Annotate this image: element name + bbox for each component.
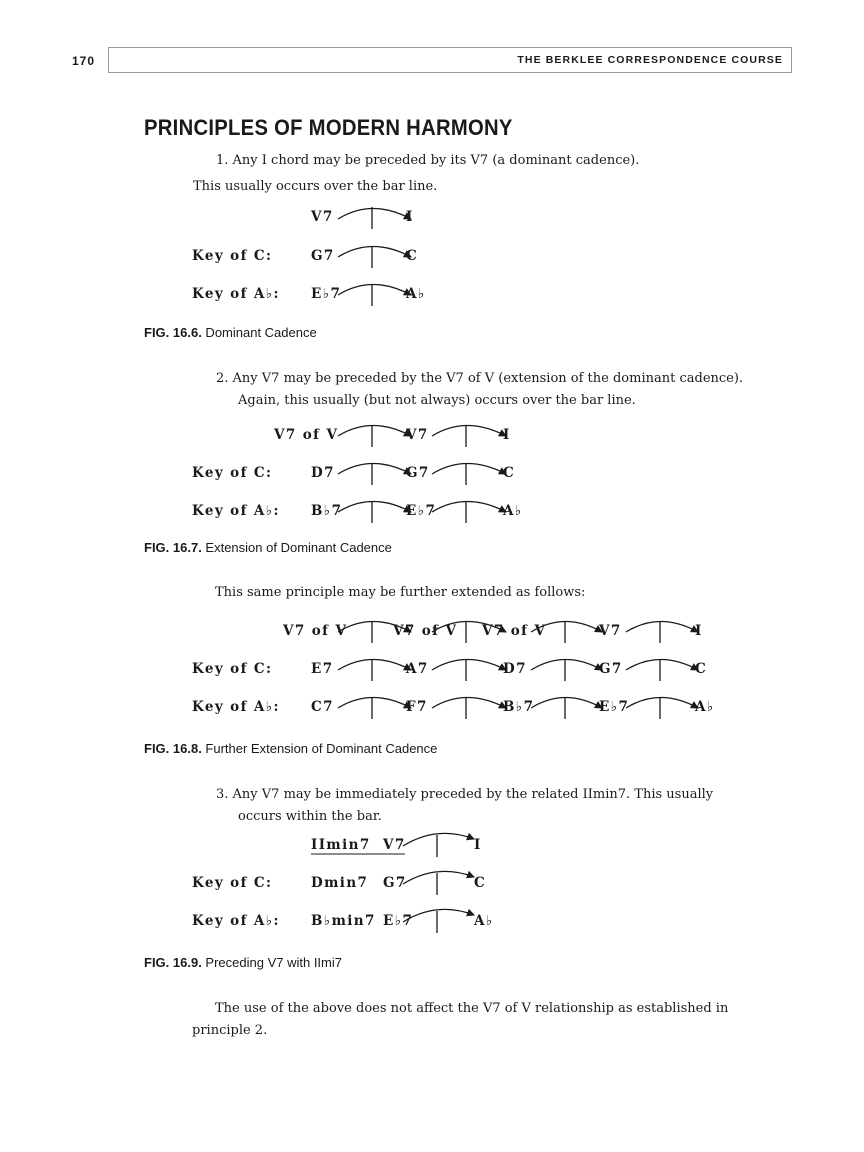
fig7-caption-number: FIG. 16.7. (144, 540, 202, 555)
fig9-general-chord-2: V7 (383, 837, 406, 853)
fig7-arc-6 (432, 502, 506, 513)
fig7-c-chord-1: D7 (311, 465, 335, 481)
fig8-caption-text: Further Extension of Dominant Cadence (201, 741, 438, 756)
fig7-c-chord-2: G7 (406, 465, 430, 481)
fig7-arc-1 (338, 426, 411, 437)
fig7-arc-5 (338, 502, 411, 513)
fig6-arc-3 (338, 285, 411, 296)
fig7-general-chord-2: V7 (406, 427, 429, 443)
fig8-arc-8 (626, 660, 698, 671)
fig6-key-c-label: Key of C: (192, 248, 273, 264)
fig7-general-chord-3: I (503, 427, 511, 443)
page-title: PRINCIPLES OF MODERN HARMONY (144, 115, 513, 140)
fig8-arc-7 (531, 660, 602, 671)
fig6-arc-1 (338, 209, 411, 220)
fig9-arc-3 (403, 909, 474, 922)
fig8-general-chord-2: V7 of V (393, 623, 458, 639)
fig8-arc-11 (531, 698, 602, 709)
fig8-arc-12 (626, 698, 698, 709)
fig9-caption-number: FIG. 16.9. (144, 955, 202, 970)
fig9-c-chord-1: Dmin7 (311, 875, 369, 891)
fig8-c-chord-3: D7 (503, 661, 527, 677)
fig6-ab-chord-2: A♭ (406, 286, 426, 302)
fig8-c-chord-2: A7 (406, 661, 429, 677)
fig8-caption-number: FIG. 16.8. (144, 741, 202, 756)
fig8-c-chord-4: G7 (599, 661, 623, 677)
fig8-general-chord-5: I (695, 623, 703, 639)
fig8-ab-chord-4: E♭7 (599, 699, 630, 715)
fig6-c-chord-2: C (406, 248, 419, 264)
principle-3-line-2: occurs within the bar. (238, 809, 382, 824)
fig8-arc-4 (626, 622, 698, 633)
fig9-key-ab-label: Key of A♭: (192, 913, 280, 929)
fig8-arc-5 (338, 660, 411, 671)
fig9-c-chord-3: C (474, 875, 487, 891)
fig9-ab-chord-1: B♭min7 (311, 913, 376, 929)
fig7-arc-4 (432, 464, 506, 475)
fig7-key-ab-label: Key of A♭: (192, 503, 280, 519)
principle-2-line-2: Again, this usually (but not always) occurs over the bar line. (238, 393, 636, 408)
fig9-ab-chord-2: E♭7 (383, 913, 414, 929)
fig9-key-c-label: Key of C: (192, 875, 273, 891)
fig7-key-c-label: Key of C: (192, 465, 273, 481)
fig8-key-c-label: Key of C: (192, 661, 273, 677)
fig8-caption (144, 741, 437, 756)
fig9-arc-1 (403, 833, 474, 846)
fig6-c-chord-1: G7 (311, 248, 335, 264)
fig8-general-chord-4: V7 (599, 623, 622, 639)
fig6-caption-text: Dominant Cadence (201, 325, 317, 340)
fig6-general-chord-2: I (406, 209, 414, 225)
principle-1-line-1: 1. Any I chord may be preceded by its V7 (a dominant cadence). (216, 153, 640, 168)
page-number: 170 (72, 54, 96, 68)
extension-intro: This same principle may be further extended as follows: (215, 585, 586, 600)
fig7-arc-2 (432, 426, 506, 437)
fig8-ab-chord-1: C7 (311, 699, 334, 715)
fig6-caption-number: FIG. 16.6. (144, 325, 202, 340)
fig9-general-chord-3: I (474, 837, 482, 853)
running-head (108, 47, 792, 73)
fig8-general-chord-3: V7 of V (482, 623, 547, 639)
fig8-ab-chord-2: F7 (406, 699, 428, 715)
fig7-caption (144, 540, 392, 555)
fig8-arc-10 (432, 698, 506, 709)
fig7-caption-text: Extension of Dominant Cadence (201, 540, 392, 555)
fig8-arc-6 (432, 660, 506, 671)
fig8-c-chord-1: E7 (311, 661, 334, 677)
fig8-arc-9 (338, 698, 411, 709)
running-head-text: THE BERKLEE CORRESPONDENCE COURSE (517, 54, 783, 66)
fig8-ab-chord-5: A♭ (695, 699, 715, 715)
fig9-arc-2 (403, 871, 474, 884)
principle-1-line-2: This usually occurs over the bar line. (193, 179, 438, 194)
fig7-ab-chord-3: A♭ (503, 503, 523, 519)
fig9-ab-chord-3: A♭ (474, 913, 494, 929)
principle-3-line-1: 3. Any V7 may be immediately preceded by the related IImin7. This usually (216, 787, 714, 802)
fig8-ab-chord-3: B♭7 (503, 699, 535, 715)
principle-2-line-1: 2. Any V7 may be preceded by the V7 of V (extension of the dominant cadence). (216, 371, 744, 386)
closing-line-1: The use of the above does not affect the V7 of V relationship as established in (215, 1001, 729, 1016)
fig7-ab-chord-1: B♭7 (311, 503, 343, 519)
fig8-general-chord-1: V7 of V (283, 623, 348, 639)
fig9-caption-text: Preceding V7 with IImi7 (201, 955, 342, 970)
fig8-key-ab-label: Key of A♭: (192, 699, 280, 715)
closing-line-2: principle 2. (192, 1023, 268, 1038)
fig9-caption (144, 955, 342, 970)
fig9-c-chord-2: G7 (383, 875, 407, 891)
fig7-arc-3 (338, 464, 411, 475)
fig9-general-chord-1: IImin7 (311, 837, 371, 853)
fig6-ab-chord-1: E♭7 (311, 286, 342, 302)
fig6-general-chord-1: V7 (311, 209, 334, 225)
fig7-ab-chord-2: E♭7 (406, 503, 437, 519)
fig6-caption (144, 325, 317, 340)
fig7-c-chord-3: C (503, 465, 516, 481)
fig8-c-chord-5: C (695, 661, 708, 677)
fig6-arc-2 (338, 247, 411, 258)
fig6-key-ab-label: Key of A♭: (192, 286, 280, 302)
fig7-general-chord-1: V7 of V (274, 427, 339, 443)
